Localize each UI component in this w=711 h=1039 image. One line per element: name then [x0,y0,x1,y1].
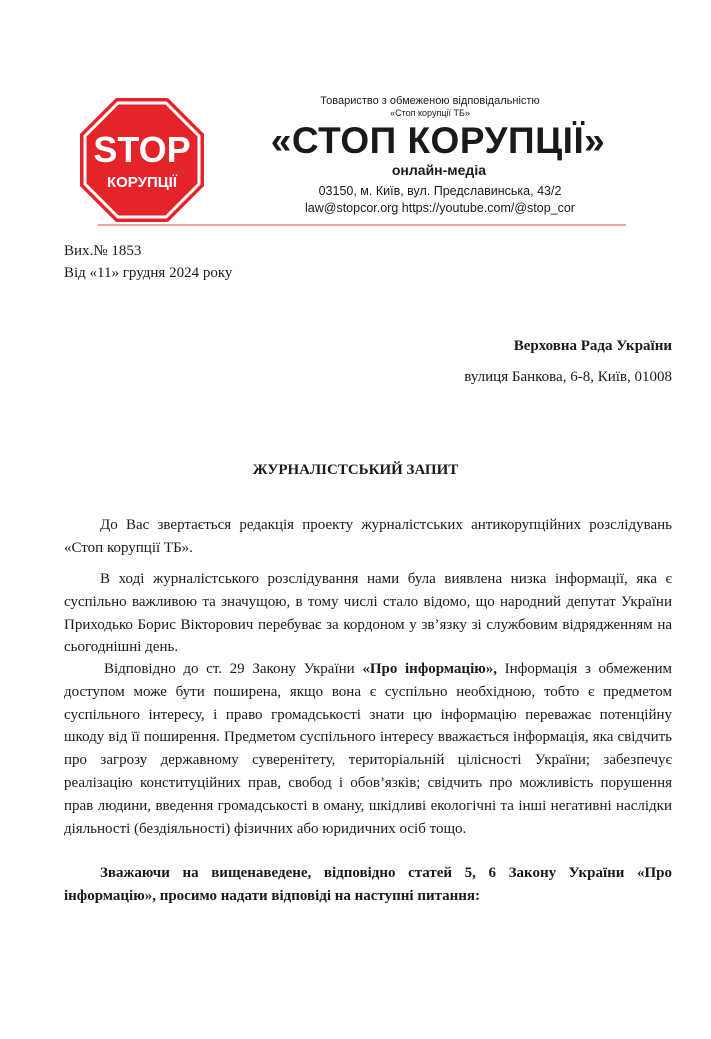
logo-bottom-text: КОРУПЦІЇ [106,174,178,191]
outgoing-number: Вих.№ 1853 [64,243,142,259]
org-contacts: law@stopcor.org https://youtube.com/@stop_cor [305,201,575,215]
stop-corruption-logo [78,96,206,224]
paragraph-3 [64,658,672,840]
org-short-name: «Стоп корупції ТБ» [390,108,470,118]
paragraph-3-rest: Інформація з обмеженим доступом може бути поширена, якщо вона є суспільно необхідною, тобто є предметом суспільного інтересу, і право громадськості знати цю інформацію переважає потенційну шкоду від її поширення. Предметом суспільного інтересу вважається інформація, яка свідчить про загрозу державному суверенітету, територіальній цілісності України; забезпечує реалізацію конституційних прав, свобод і обов’язків; свідчить про можливість порушення прав людини, введення громадськості в оману, шкідливі екологічні та інші негативні наслідки діяльності (бездіяльності) фізичних або юридичних осіб тощо. [64,661,673,837]
header-divider [98,224,626,226]
brand-subtitle: онлайн-медіа [391,162,486,178]
org-legal-name: Товариство з обмеженою відповідальністю [320,95,540,107]
letter-date: Від «11» грудня 2024 року [64,265,233,281]
brand-title: «СТОП КОРУПЦІЇ» [270,120,606,161]
paragraph-3-start: Відповідно до ст. 29 Закону України [104,661,363,677]
addressee-name: Верховна Рада України [513,338,672,354]
paragraph-2: В ході журналістського розслідування нами була виявлена низка інформації, яка є суспільно важливою та значущою, в тому числі стало відомо, що народний депутат України Приходько Борис Вікторович перебуває за кордоном у зв’язку зі службовим відрядженням на сьогоднішні день. [64,571,672,656]
logo-top-text: STOP [93,129,191,170]
law-reference: «Про інформацію», [362,661,497,677]
paragraph-4: Зважаючи на вищенаведене, відповідно статей 5, 6 Закону України «Про інформацію», просимо надати відповіді на наступні питання: [64,865,672,904]
org-address: 03150, м. Київ, вул. Предславинська, 43/2 [318,184,562,198]
paragraph-1: До Вас звертається редакція проекту журналістських антикорупційних розслідувань «Стоп корупції ТБ». [64,517,672,556]
document-title: ЖУРНАЛІСТСЬКИЙ ЗАПИТ [252,462,459,478]
addressee-address: вулиця Банкова, 6-8, Київ, 01008 [464,369,672,385]
